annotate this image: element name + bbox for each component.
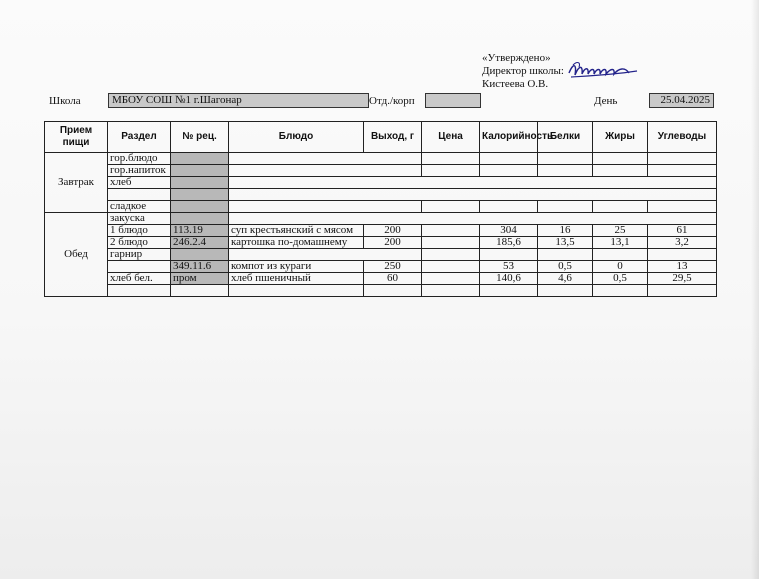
column-header: № рец. xyxy=(171,122,229,153)
protein-cell xyxy=(538,153,593,165)
dish-cell xyxy=(229,249,422,261)
table-row xyxy=(45,237,717,249)
page-edge-shadow xyxy=(751,0,759,579)
table-row xyxy=(45,153,717,165)
carbs-cell xyxy=(648,285,717,297)
protein-cell: 4,6 xyxy=(538,273,593,285)
table-row xyxy=(45,213,717,225)
dish-cell xyxy=(229,153,422,165)
recipe-cell xyxy=(171,249,229,261)
meal-lunch: Обед xyxy=(45,213,108,297)
recipe-cell xyxy=(171,201,229,213)
column-header: Жиры xyxy=(593,122,648,153)
table-row xyxy=(45,249,717,261)
fat-cell: 13,1 xyxy=(593,237,648,249)
fat-cell: 0 xyxy=(593,261,648,273)
protein-cell: 0,5 xyxy=(538,261,593,273)
recipe-cell xyxy=(171,165,229,177)
section-cell xyxy=(108,261,171,273)
school-name-field: МБОУ СОШ №1 г.Шагонар xyxy=(108,93,369,108)
yield-cell xyxy=(364,285,422,297)
protein-cell: 13,5 xyxy=(538,237,593,249)
kcal-cell xyxy=(480,165,538,177)
dish-cell: компот из кураги xyxy=(229,261,364,273)
price-cell xyxy=(422,225,480,237)
table-row xyxy=(45,261,717,273)
protein-cell xyxy=(538,249,593,261)
table-row xyxy=(45,225,717,237)
fat-cell xyxy=(593,201,648,213)
table-row xyxy=(45,285,717,297)
fat-cell xyxy=(593,165,648,177)
section-cell: гарнир xyxy=(108,249,171,261)
kcal-cell xyxy=(480,249,538,261)
menu-table xyxy=(44,121,717,297)
kcal-cell: 140,6 xyxy=(480,273,538,285)
department-label: Отд./корп xyxy=(369,95,415,107)
section-cell: 1 блюдо xyxy=(108,225,171,237)
table-row xyxy=(45,201,717,213)
approval-title: «Утверждено» xyxy=(482,52,551,64)
dish-cell: суп крестьянский с мясом xyxy=(229,225,364,237)
yield-cell: 60 xyxy=(364,273,422,285)
recipe-cell xyxy=(171,285,229,297)
table-row xyxy=(45,273,717,285)
section-cell: закуска xyxy=(108,213,171,225)
column-header: Белки xyxy=(538,122,593,153)
carbs-cell: 61 xyxy=(648,225,717,237)
price-cell xyxy=(422,285,480,297)
carbs-cell xyxy=(648,165,717,177)
price-cell xyxy=(422,153,480,165)
price-cell xyxy=(422,165,480,177)
kcal-cell: 304 xyxy=(480,225,538,237)
day-label: День xyxy=(594,95,618,107)
recipe-cell xyxy=(171,189,229,201)
fat-cell xyxy=(593,285,648,297)
column-header: Прием пищи xyxy=(45,122,108,153)
dish-cell: картошка по-домашнему xyxy=(229,237,364,249)
approval-director-label: Директор школы: xyxy=(482,65,564,77)
carbs-cell: 3,2 xyxy=(648,237,717,249)
recipe-cell xyxy=(171,177,229,189)
column-header: Выход, г xyxy=(364,122,422,153)
yield-cell: 200 xyxy=(364,225,422,237)
price-cell xyxy=(422,273,480,285)
carbs-cell xyxy=(648,201,717,213)
recipe-cell: 349.11.6 xyxy=(171,261,229,273)
section-cell xyxy=(108,189,171,201)
price-cell xyxy=(422,261,480,273)
section-cell: 2 блюдо xyxy=(108,237,171,249)
fat-cell xyxy=(593,249,648,261)
section-cell: гор.напиток xyxy=(108,165,171,177)
carbs-cell: 29,5 xyxy=(648,273,717,285)
fat-cell: 25 xyxy=(593,225,648,237)
dish-cell xyxy=(229,285,364,297)
section-cell: хлеб бел. xyxy=(108,273,171,285)
carbs-cell xyxy=(648,249,717,261)
recipe-cell: пром xyxy=(171,273,229,285)
protein-cell: 16 xyxy=(538,225,593,237)
date-field: 25.04.2025 xyxy=(649,93,714,108)
kcal-cell xyxy=(480,285,538,297)
price-cell xyxy=(422,249,480,261)
table-row xyxy=(45,189,717,201)
column-header: Блюдо xyxy=(229,122,364,153)
kcal-cell: 185,6 xyxy=(480,237,538,249)
dish-cell xyxy=(229,165,422,177)
kcal-cell xyxy=(480,153,538,165)
yield-cell: 250 xyxy=(364,261,422,273)
recipe-cell: 113.19 xyxy=(171,225,229,237)
fat-cell xyxy=(593,153,648,165)
column-header: Цена xyxy=(422,122,480,153)
protein-cell xyxy=(538,285,593,297)
section-cell: гор.блюдо xyxy=(108,153,171,165)
dish-cell xyxy=(229,189,717,201)
approval-block xyxy=(482,52,564,91)
dish-cell xyxy=(229,213,717,225)
section-cell xyxy=(108,285,171,297)
approval-director-name: Кистеева О.В. xyxy=(482,78,549,90)
kcal-cell: 53 xyxy=(480,261,538,273)
recipe-cell xyxy=(171,153,229,165)
carbs-cell: 13 xyxy=(648,261,717,273)
recipe-cell xyxy=(171,213,229,225)
table-row xyxy=(45,177,717,189)
protein-cell xyxy=(538,165,593,177)
protein-cell xyxy=(538,201,593,213)
section-cell: хлеб xyxy=(108,177,171,189)
column-header: Раздел xyxy=(108,122,171,153)
recipe-cell: 246.2.4 xyxy=(171,237,229,249)
kcal-cell xyxy=(480,201,538,213)
meal-breakfast: Завтрак xyxy=(45,153,108,213)
table-row xyxy=(45,165,717,177)
school-label: Школа xyxy=(49,95,81,107)
fat-cell: 0,5 xyxy=(593,273,648,285)
carbs-cell xyxy=(648,153,717,165)
section-cell: сладкое xyxy=(108,201,171,213)
dish-cell xyxy=(229,177,717,189)
dish-cell xyxy=(229,201,422,213)
table-header-row xyxy=(45,122,717,153)
price-cell xyxy=(422,201,480,213)
yield-cell: 200 xyxy=(364,237,422,249)
price-cell xyxy=(422,237,480,249)
director-signature xyxy=(567,59,639,81)
column-header: Калорийность xyxy=(480,122,538,153)
department-field xyxy=(425,93,481,108)
dish-cell: хлеб пшеничный xyxy=(229,273,364,285)
column-header: Углеводы xyxy=(648,122,717,153)
